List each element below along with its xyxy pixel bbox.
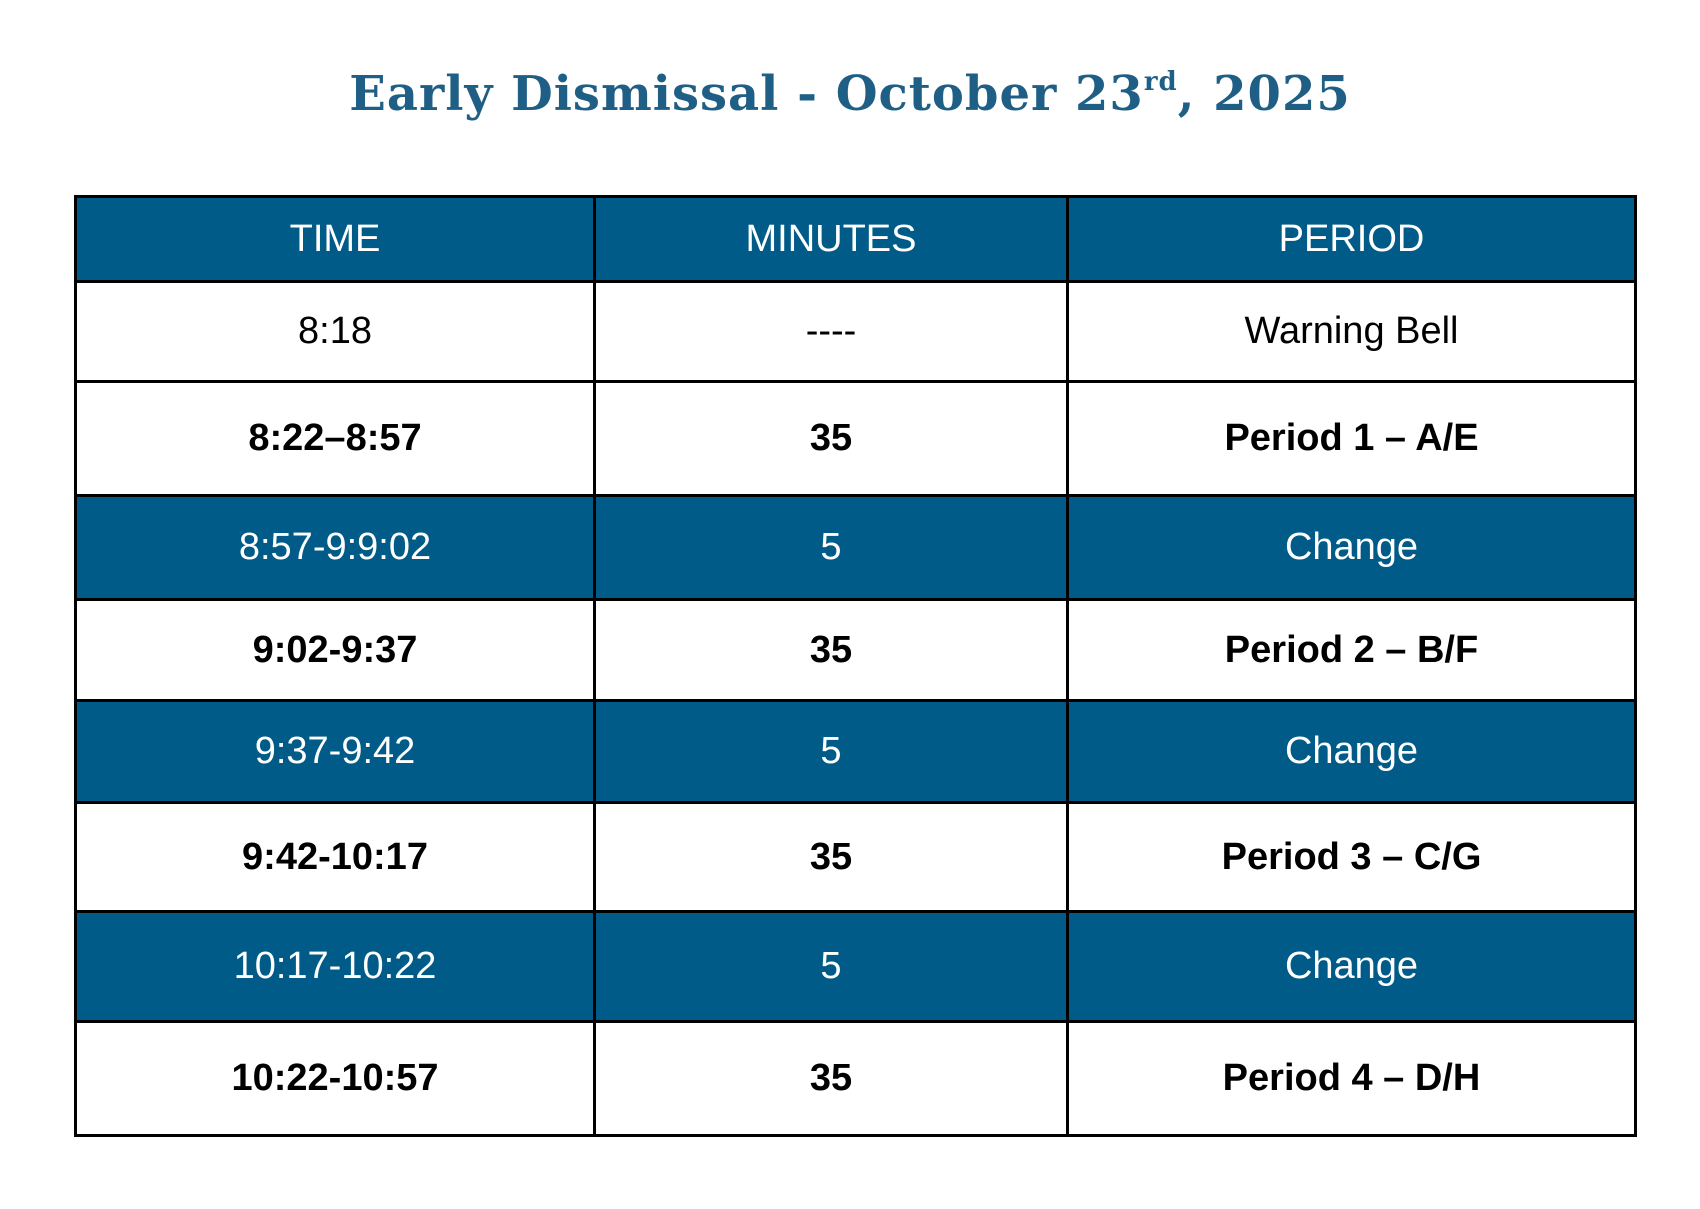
period-cell: Period 1 – A/E	[1068, 381, 1636, 495]
time-cell: 8:57-9:9:02	[76, 496, 595, 600]
table-row	[76, 282, 1636, 382]
table-row	[76, 496, 1636, 600]
table-row	[76, 803, 1636, 912]
header-minutes: MINUTES	[595, 197, 1068, 282]
header-period: PERIOD	[1068, 197, 1636, 282]
minutes-cell: 35	[595, 1021, 1068, 1135]
period-cell: Change	[1068, 496, 1636, 600]
minutes-cell: 5	[595, 496, 1068, 600]
period-cell: Period 4 – D/H	[1068, 1021, 1636, 1135]
table-row	[76, 912, 1636, 1022]
period-cell: Period 2 – B/F	[1068, 600, 1636, 701]
table-row	[76, 1021, 1636, 1135]
time-cell: 9:02-9:37	[76, 600, 595, 701]
period-cell: Change	[1068, 701, 1636, 803]
table-row	[76, 701, 1636, 803]
period-cell: Period 3 – C/G	[1068, 803, 1636, 912]
period-cell: Change	[1068, 912, 1636, 1022]
time-cell: 8:22–8:57	[76, 381, 595, 495]
time-cell: 8:18	[76, 282, 595, 382]
title-prefix: Early Dismissal - October 23	[349, 66, 1144, 122]
time-cell: 9:37-9:42	[76, 701, 595, 803]
time-cell: 9:42-10:17	[76, 803, 595, 912]
header-time: TIME	[76, 197, 595, 282]
page-title	[0, 66, 1700, 122]
minutes-cell: 35	[595, 803, 1068, 912]
title-suffix: , 2025	[1177, 66, 1351, 122]
time-cell: 10:17-10:22	[76, 912, 595, 1022]
table-row	[76, 381, 1636, 495]
title-superscript: rd	[1143, 67, 1178, 97]
period-cell: Warning Bell	[1068, 282, 1636, 382]
minutes-cell: 35	[595, 600, 1068, 701]
minutes-cell: 5	[595, 701, 1068, 803]
table-row	[76, 600, 1636, 701]
time-cell: 10:22-10:57	[76, 1021, 595, 1135]
minutes-cell: 5	[595, 912, 1068, 1022]
schedule-table	[74, 195, 1637, 1137]
header-row	[76, 197, 1636, 282]
minutes-cell: ----	[595, 282, 1068, 382]
minutes-cell: 35	[595, 381, 1068, 495]
